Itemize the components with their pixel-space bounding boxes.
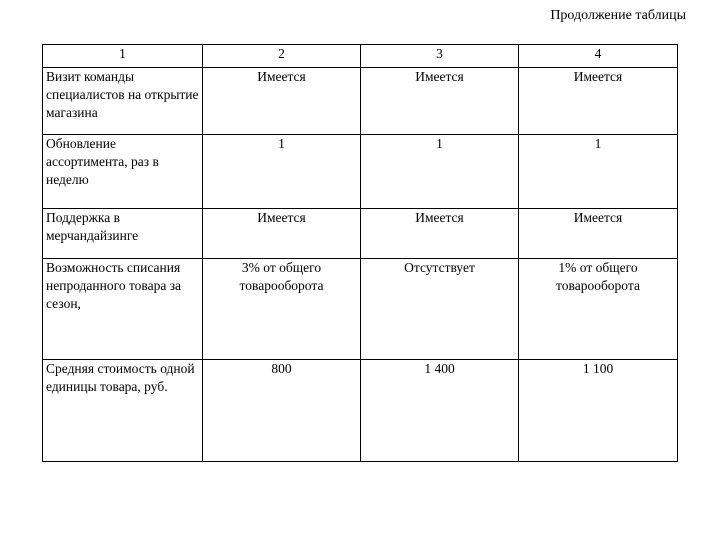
table-cell: Имеется bbox=[203, 68, 361, 135]
table-cell: 1 bbox=[519, 135, 678, 209]
row-label: Средняя стоимость одной единицы товара, руб. bbox=[43, 360, 203, 462]
table-cell: Имеется bbox=[203, 209, 361, 259]
comparison-table bbox=[42, 44, 678, 462]
column-header-1: 1 bbox=[43, 45, 203, 68]
table-cell: Имеется bbox=[361, 209, 519, 259]
table-cell: 1% от общего товарооборота bbox=[519, 259, 678, 360]
table-header-row bbox=[43, 45, 678, 68]
row-label: Обновление ассортимента, раз в неделю bbox=[43, 135, 203, 209]
table-row bbox=[43, 209, 678, 259]
table-row bbox=[43, 360, 678, 462]
column-header-3: 3 bbox=[361, 45, 519, 68]
table-cell: 1 bbox=[361, 135, 519, 209]
table-row bbox=[43, 135, 678, 209]
table-cell: 1 400 bbox=[361, 360, 519, 462]
table-cell: Имеется bbox=[519, 209, 678, 259]
table-cell: 800 bbox=[203, 360, 361, 462]
table-cell: Отсутствует bbox=[361, 259, 519, 360]
table-cell: Имеется bbox=[519, 68, 678, 135]
table-continuation-caption: Продолжение таблицы bbox=[550, 8, 686, 23]
column-header-2: 2 bbox=[203, 45, 361, 68]
row-label: Возможность списания непроданного товара за сезон, bbox=[43, 259, 203, 360]
table-row bbox=[43, 68, 678, 135]
table-cell: Имеется bbox=[361, 68, 519, 135]
table-row bbox=[43, 259, 678, 360]
table-cell: 1 bbox=[203, 135, 361, 209]
table-cell: 1 100 bbox=[519, 360, 678, 462]
table-cell: 3% от общего товарооборота bbox=[203, 259, 361, 360]
row-label: Поддержка в мерчандайзинге bbox=[43, 209, 203, 259]
column-header-4: 4 bbox=[519, 45, 678, 68]
row-label: Визит команды специалистов на открытие магазина bbox=[43, 68, 203, 135]
